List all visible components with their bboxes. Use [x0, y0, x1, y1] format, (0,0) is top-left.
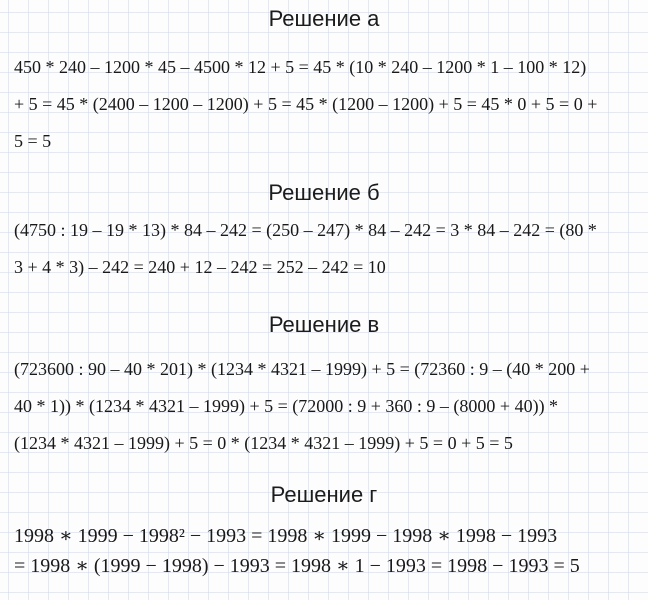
- section-g-title: Решение г: [270, 482, 378, 507]
- section-b-equations: [14, 212, 648, 286]
- equation-line: 1998 ∗ 1999 − 1998² − 1993 = 1998 ∗ 1999 − 1998 ∗ 1998 − 1993: [14, 525, 558, 547]
- section-b-title: Решение б: [268, 180, 380, 205]
- equation-line: 5 = 5: [14, 131, 52, 151]
- section-g-equations: [14, 521, 648, 581]
- section-a-equations: [14, 49, 648, 160]
- equation-line: = 1998 ∗ (1999 − 1998) − 1993 = 1998 ∗ 1 − 1993 = 1998 − 1993 = 5: [14, 555, 580, 577]
- equation-line: 450 * 240 – 1200 * 45 – 4500 * 12 + 5 = 45 * (10 * 240 – 1200 * 1 – 100 * 12): [14, 57, 587, 77]
- equation-line: 40 * 1)) * (1234 * 4321 – 1999) + 5 = (72000 : 9 + 360 : 9 – (8000 + 40)) *: [14, 396, 559, 416]
- equation-line: (4750 : 19 – 19 * 13) * 84 – 242 = (250 – 247) * 84 – 242 = 3 * 84 – 242 = (80 *: [14, 220, 597, 240]
- section-a-title: Решение а: [268, 6, 380, 31]
- equation-line: (1234 * 4321 – 1999) + 5 = 0 * (1234 * 4321 – 1999) + 5 = 0 + 5 = 5: [14, 433, 513, 453]
- section-v-equations: [14, 351, 648, 462]
- equation-line: 3 + 4 * 3) – 242 = 240 + 12 – 242 = 252 – 242 = 10: [14, 257, 386, 277]
- equation-line: + 5 = 45 * (2400 – 1200 – 1200) + 5 = 45 * (1200 – 1200) + 5 = 45 * 0 + 5 = 0 +: [14, 94, 598, 114]
- section-v-title: Решение в: [268, 312, 380, 337]
- equation-line: (723600 : 90 – 40 * 201) * (1234 * 4321 – 1999) + 5 = (72360 : 9 – (40 * 200 +: [14, 359, 590, 379]
